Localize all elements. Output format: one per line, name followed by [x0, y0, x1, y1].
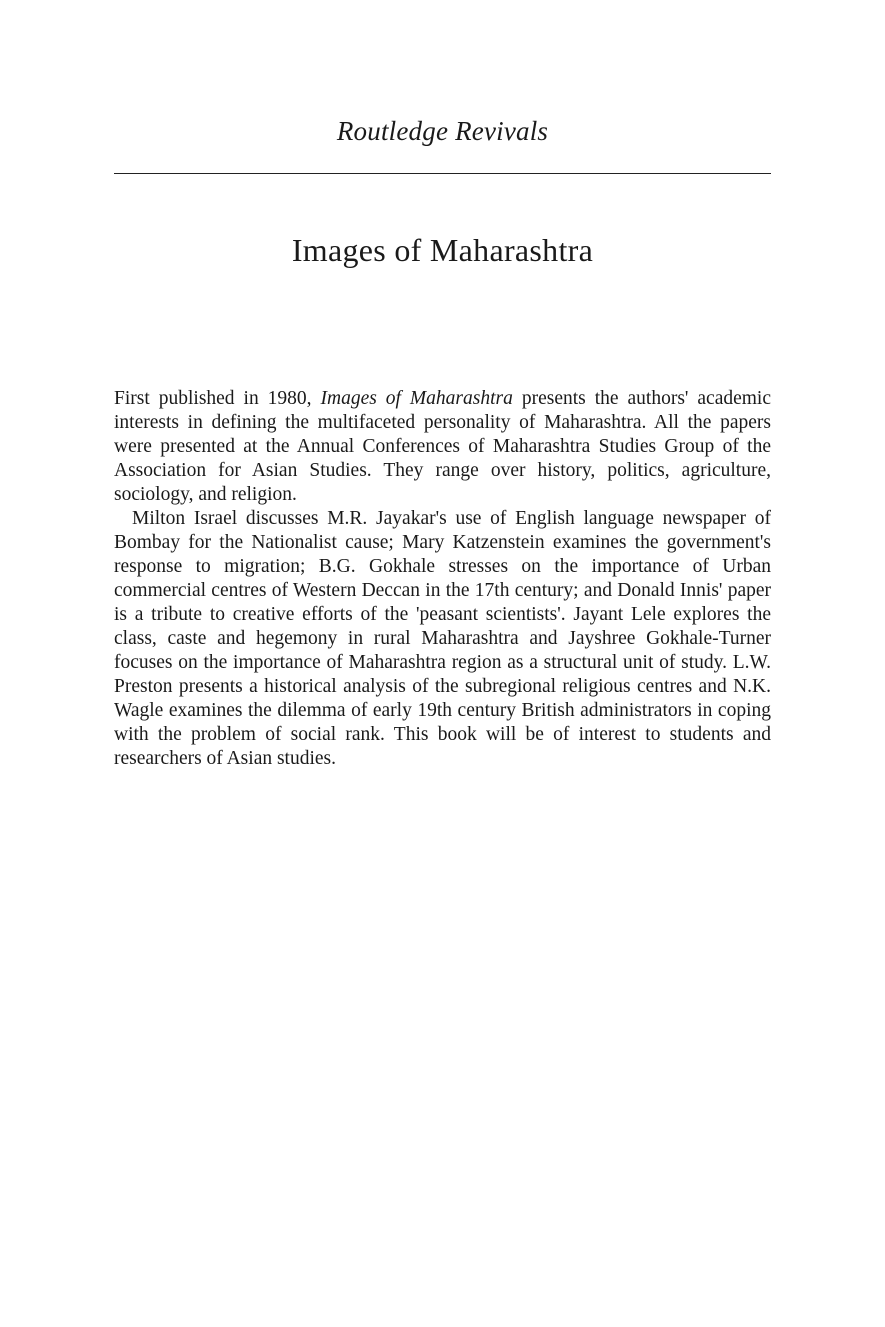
blurb-paragraph-1 [114, 387, 771, 507]
header-rule [114, 173, 771, 174]
blurb-paragraph-2: Milton Israel discusses M.R. Jayakar's use of English language newspaper of Bombay for the Nationalist cause; Mary Katzenstein examines the government's response to migration; B.G. Gokhale stresses on the importance of Urban commercial centres of Western Deccan in the 17th century; and Donald Innis' paper is a tribute to creative efforts of the 'peasant scientists'. Jayant Lele explores the class, caste and hegemony in rural Maharashtra and Jayshree Gokhale-Turner focuses on the importance of Maharashtra region as a structural unit of study. L.W. Preston presents a historical analysis of the subregional religious centres and N.K. Wagle examines the dilemma of early 19th century British administrators in coping with the problem of social rank. This book will be of interest to students and researchers of Asian studies. [114, 508, 771, 769]
blurb-rest: presents the authors' academic interests in defining the multifaceted personality of Maharashtra. All the papers were presented at the Annual Conferences of Maharashtra Studies Group of the Association for Asian Studies. They range over history, politics, agriculture, sociology, and religion. [114, 388, 771, 505]
series-title: Routledge Revivals [336, 116, 549, 146]
blurb [114, 387, 771, 771]
blurb-lead: First published in 1980, [114, 388, 312, 409]
book-title: Images of Maharashtra [291, 232, 594, 268]
blurb-italic-title: Images of Maharashtra [320, 388, 513, 409]
